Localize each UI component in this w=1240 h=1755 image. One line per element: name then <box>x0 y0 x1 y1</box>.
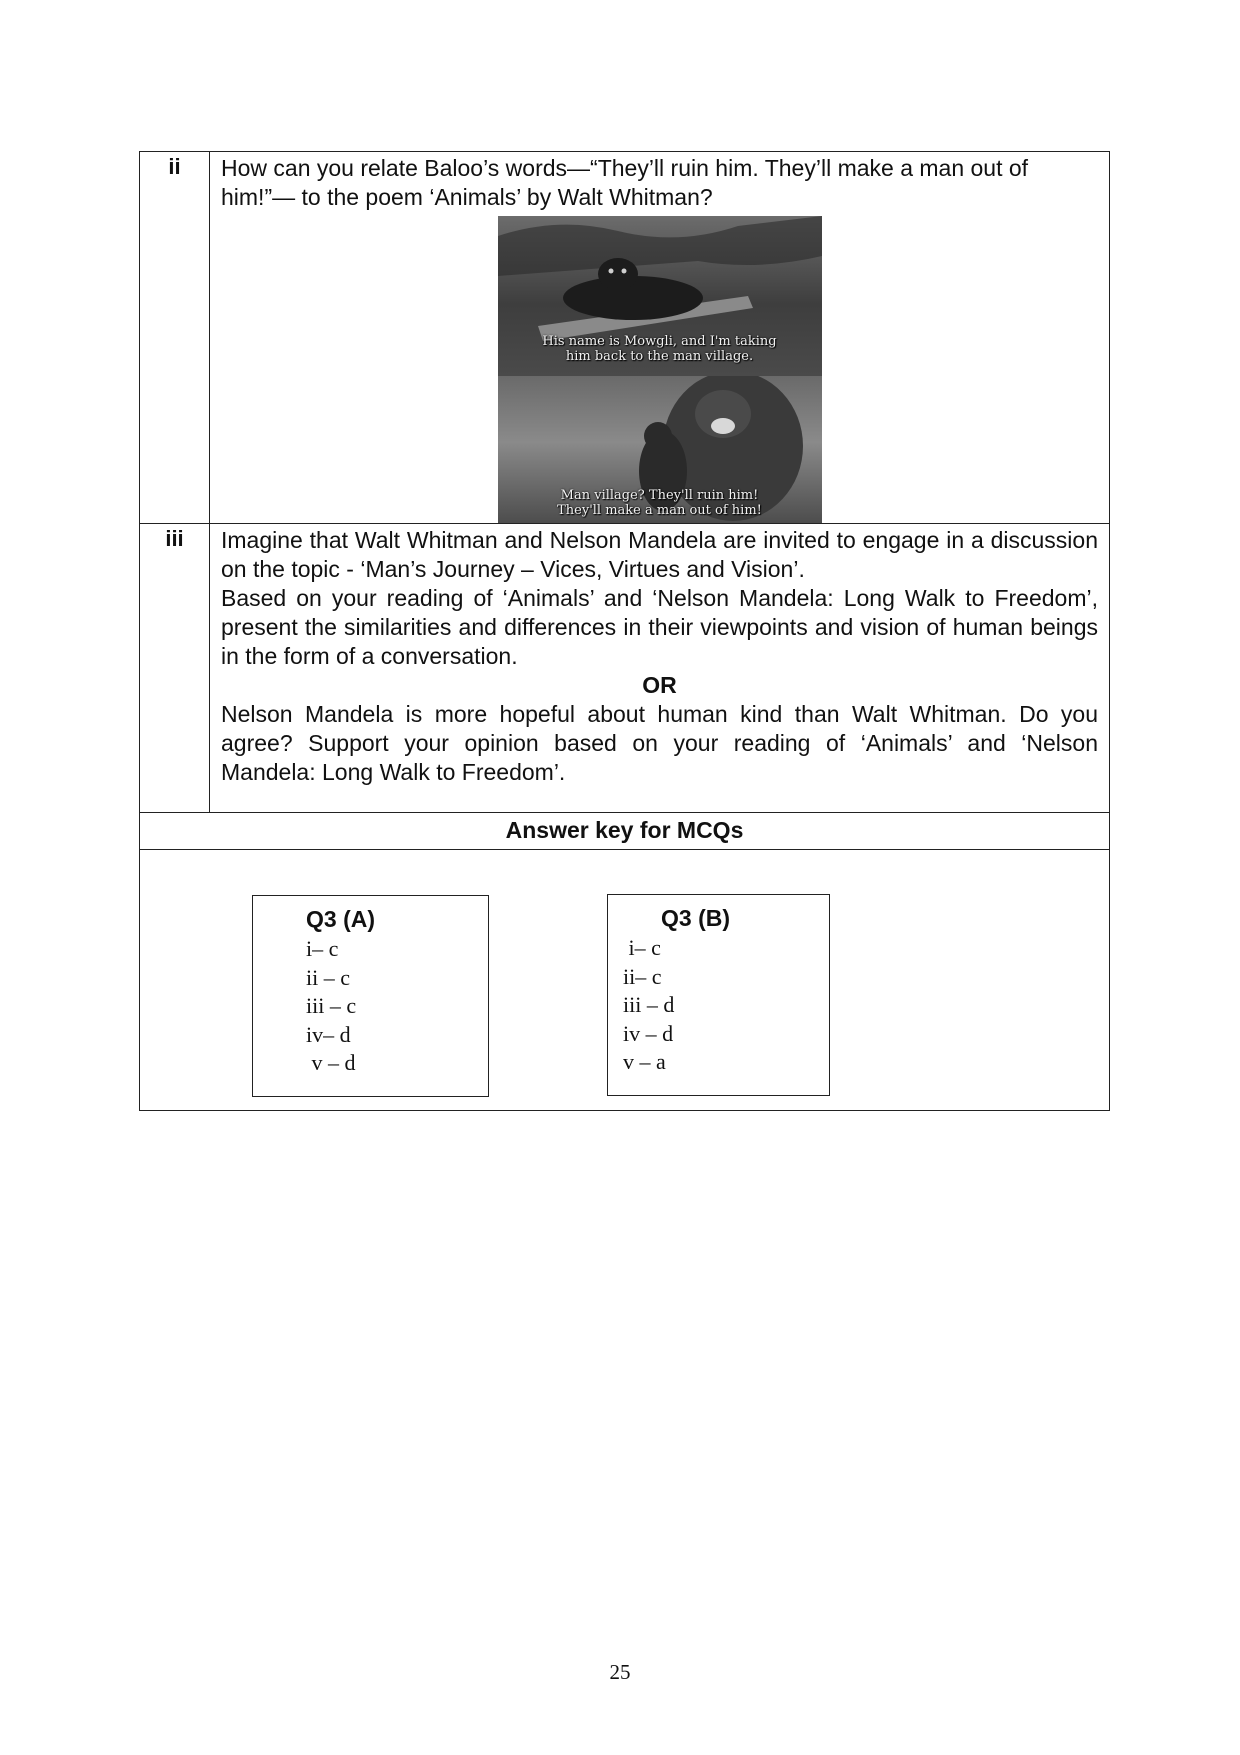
page-number: 25 <box>609 1660 631 1684</box>
question-body <box>210 152 1110 524</box>
or-separator: OR <box>642 672 677 698</box>
question-paragraph: Imagine that Walt Whitman and Nelson Mandela are invited to engage in a discussion on the topic - ‘Man’s Journey – Vices, Virtues and Vision’. <box>221 527 1098 582</box>
answer-list <box>623 934 674 1077</box>
answer-box-title: Q3 (B) <box>661 905 730 931</box>
question-paragraph: Nelson Mandela is more hopeful about human kind than Walt Whitman. Do you agree? Support your opinion based on your reading of ‘Animals’ and ‘Nelson Mandela: Long Walk to Freedom’. <box>221 701 1098 785</box>
subtitle-line: him back to the man village. <box>565 349 754 364</box>
subtitle-line: Man village? They'll ruin him! <box>560 488 759 503</box>
answer-item: v – a <box>623 1049 666 1074</box>
answer-key-row <box>140 850 1110 1111</box>
answer-item: i– c <box>306 936 339 961</box>
answer-item: iv – d <box>623 1020 674 1046</box>
movie-still-image <box>498 216 822 523</box>
answer-item: ii– c <box>623 963 662 989</box>
answer-box-q3a <box>252 895 489 1097</box>
answer-box-q3b <box>607 894 830 1096</box>
answer-item: iii – c <box>306 993 357 1018</box>
answer-list <box>306 935 356 1078</box>
answer-key-heading: Answer key for MCQs <box>140 813 1110 850</box>
answer-key-body <box>140 850 1110 1111</box>
answer-box-title: Q3 (A) <box>306 906 375 932</box>
question-number: iii <box>140 524 210 813</box>
question-row-iii <box>140 524 1110 813</box>
subtitle-line: His name is Mowgli, and I'm taking <box>542 334 777 349</box>
question-table <box>139 151 1110 1111</box>
answer-key-heading-row <box>140 813 1110 850</box>
answer-item: ii – c <box>306 964 350 990</box>
answer-item: i– c <box>623 935 661 960</box>
answer-item: v – d <box>306 1050 356 1075</box>
baloo-frame <box>498 376 822 523</box>
question-body <box>210 524 1110 813</box>
question-number: ii <box>140 152 210 524</box>
answer-item: iv– d <box>306 1021 351 1047</box>
bagheera-frame <box>498 216 822 376</box>
subtitle-line: They'll make a man out of him! <box>557 503 762 518</box>
question-text: How can you relate Baloo’s words—“They’ll ruin him. They’ll make a man out of him!”— to the poem ‘Animals’ by Walt Whitman? <box>221 155 1029 210</box>
question-paragraph: Based on your reading of ‘Animals’ and ‘Nelson Mandela: Long Walk to Freedom’, present the similarities and differences in their viewpoints and vision of human beings in the form of a conversation. <box>221 585 1098 669</box>
question-row-ii <box>140 152 1110 524</box>
answer-item: iii – d <box>623 992 675 1017</box>
